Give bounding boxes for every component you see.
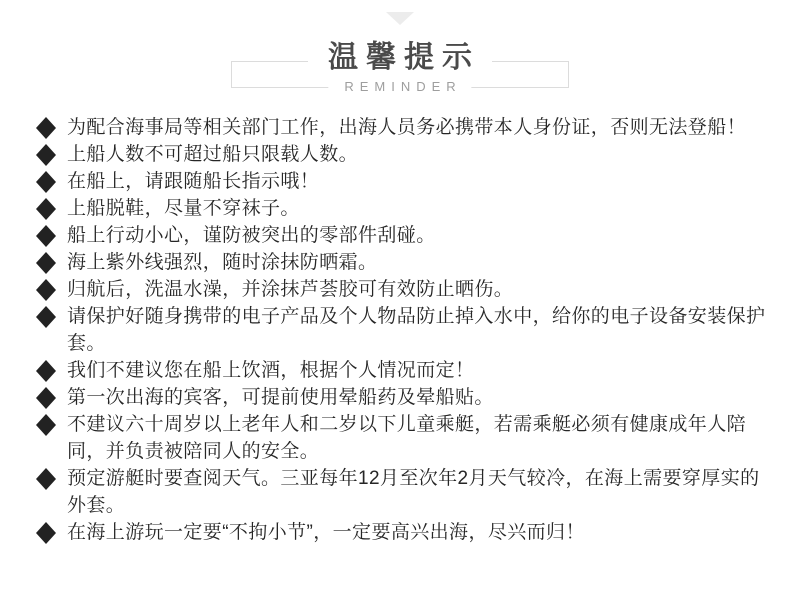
list-item	[36, 249, 767, 276]
list-item	[36, 519, 767, 546]
diamond-bullet-icon	[36, 522, 56, 544]
diamond-bullet-icon	[36, 144, 56, 166]
list-item	[36, 114, 767, 141]
list-item-text: 在海上游玩一定要“不拘小节”，一定要高兴出海，尽兴而归！	[67, 522, 585, 543]
page-subtitle: REMINDER	[328, 80, 471, 94]
header	[231, 41, 569, 94]
list-item-text: 预定游艇时要查阅天气。三亚每年12月至次年2月天气较冷，在海上需要穿厚实的外套。	[67, 468, 760, 516]
diamond-bullet-icon	[36, 171, 56, 193]
list-item-text: 上船脱鞋，尽量不穿袜子。	[67, 198, 300, 219]
list-item-text: 请保护好随身携带的电子产品及个人物品防止掉入水中，给你的电子设备安装保护套。	[67, 306, 766, 354]
diamond-bullet-icon	[36, 225, 56, 247]
list-item	[36, 465, 767, 519]
diamond-bullet-icon	[36, 279, 56, 301]
list-item-text: 我们不建议您在船上饮酒，根据个人情况而定！	[67, 360, 475, 381]
list-item	[36, 357, 767, 384]
list-item	[36, 384, 767, 411]
list-item-text: 为配合海事局等相关部门工作，出海人员务必携带本人身份证，否则无法登船！	[67, 117, 747, 138]
diamond-bullet-icon	[36, 387, 56, 409]
list-item-text: 上船人数不可超过船只限载人数。	[67, 144, 359, 165]
diamond-bullet-icon	[36, 117, 56, 139]
list-item	[36, 411, 767, 465]
diamond-bullet-icon	[36, 360, 56, 382]
list-item-text: 海上紫外线强烈，随时涂抹防晒霜。	[67, 252, 378, 273]
diamond-bullet-icon	[36, 414, 56, 436]
list-item	[36, 303, 767, 357]
diamond-bullet-icon	[36, 306, 56, 328]
diamond-bullet-icon	[36, 252, 56, 274]
diamond-bullet-icon	[36, 468, 56, 490]
list-item-text: 不建议六十周岁以上老年人和二岁以下儿童乘艇，若需乘艇必须有健康成年人陪同，并负责被陪同人的安全。	[67, 414, 747, 462]
list-item	[36, 195, 767, 222]
down-triangle-icon	[386, 12, 414, 25]
list-item-text: 船上行动小心，谨防被突出的零部件刮碰。	[67, 225, 436, 246]
reminder-list	[36, 114, 767, 546]
list-item-text: 第一次出海的宾客，可提前使用晕船药及晕船贴。	[67, 387, 494, 408]
list-item	[36, 168, 767, 195]
reminder-page	[0, 12, 800, 595]
list-item-text: 在船上，请跟随船长指示哦！	[67, 171, 320, 192]
page-title: 温馨提示	[308, 43, 492, 73]
list-item	[36, 276, 767, 303]
diamond-bullet-icon	[36, 198, 56, 220]
list-item	[36, 222, 767, 249]
list-item	[36, 141, 767, 168]
list-item-text: 归航后，洗温水澡，并涂抹芦荟胶可有效防止晒伤。	[67, 279, 514, 300]
